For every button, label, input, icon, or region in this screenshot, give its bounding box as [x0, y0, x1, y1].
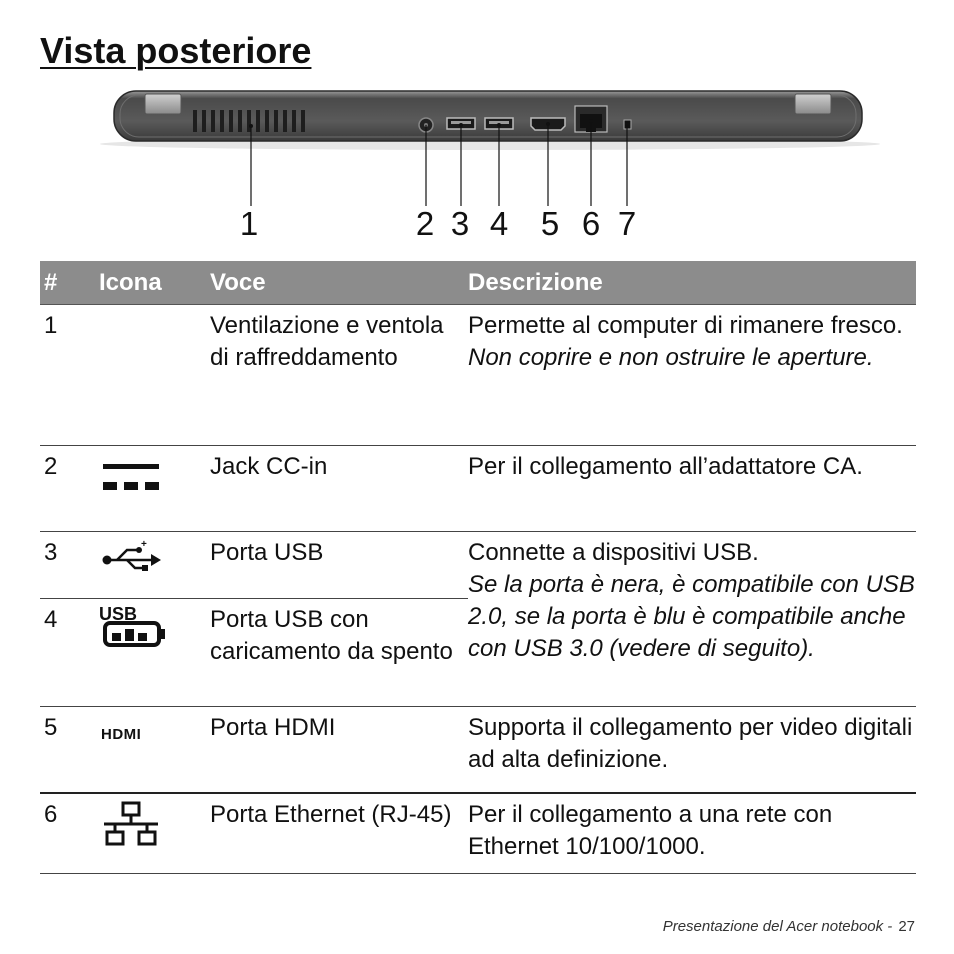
- row-description-text: Connette a dispositivi USB.: [468, 539, 759, 566]
- page-footer: [663, 918, 915, 935]
- callout-number-4: 4: [489, 205, 509, 242]
- row-number: 1: [40, 305, 95, 446]
- table-row: [40, 446, 916, 532]
- row-item: Porta USB: [206, 532, 468, 599]
- table-row: [40, 707, 916, 793]
- callout-number-5: 5: [540, 205, 560, 242]
- header-description: Descrizione: [468, 261, 916, 305]
- row-number: 5: [40, 707, 95, 793]
- header-icon: Icona: [95, 261, 206, 305]
- rear-view-table: [40, 261, 916, 874]
- row-number: 4: [40, 599, 95, 707]
- laptop-rear-view-illustration: [0, 84, 954, 254]
- row-description-note: Non coprire e non ostruire le aperture.: [468, 344, 874, 371]
- row-description: [468, 793, 916, 874]
- table-row: [40, 305, 916, 446]
- row-description-text: Per il collegamento all’adattatore CA.: [468, 453, 863, 480]
- right-hinge: [795, 94, 831, 114]
- row-icon-empty: [95, 305, 206, 446]
- row-item: Porta HDMI: [206, 707, 468, 793]
- hdmi-icon-label: HDMI: [101, 726, 142, 743]
- row-description-note: Se la porta è nera, è compatibile con USB 2.0, se la porta è blu è compatibile anche con USB 3.0 (vedere di seguito).: [468, 571, 915, 662]
- row-item: Jack CC-in: [206, 446, 468, 532]
- header-item: Voce: [206, 261, 468, 305]
- hdmi-icon: [101, 717, 165, 747]
- table-header-row: [40, 261, 916, 305]
- callout-number-3: 3: [450, 205, 470, 242]
- row-item: Ventilazione e ventola di raffreddamento: [206, 305, 468, 446]
- row-description-text: Supporta il collegamento per video digitali ad alta definizione.: [468, 714, 913, 773]
- table-row: [40, 793, 916, 874]
- row-item: Porta USB con caricamento da spento: [206, 599, 468, 707]
- page-number: 27: [898, 918, 915, 935]
- page-title: Vista posteriore: [40, 30, 312, 71]
- callout-number-2: 2: [415, 205, 435, 242]
- row-number: 2: [40, 446, 95, 532]
- row-item: Porta Ethernet (RJ-45): [206, 793, 468, 874]
- row-number: 3: [40, 532, 95, 599]
- header-number: #: [40, 261, 95, 305]
- callout-number-1: 1: [239, 205, 259, 242]
- usb-charging-icon-label: USB: [99, 604, 138, 624]
- row-description-text: Permette al computer di rimanere fresco.: [468, 312, 903, 339]
- svg-text:+: +: [141, 540, 147, 550]
- ethernet-icon: [101, 800, 161, 850]
- row-description: [468, 707, 916, 793]
- dc-in-icon: [101, 460, 161, 500]
- row-description: [468, 532, 916, 707]
- laptop-rear-view-figure: [0, 84, 954, 254]
- left-hinge: [145, 94, 181, 114]
- usb-charging-icon: [99, 603, 169, 649]
- row-description: [468, 305, 916, 446]
- table-row: [40, 532, 916, 599]
- callout-number-7: 7: [617, 205, 637, 242]
- row-number: 6: [40, 793, 95, 874]
- footer-text: Presentazione del Acer notebook -: [662, 918, 893, 935]
- usb-icon: [101, 540, 163, 576]
- row-description-text: Per il collegamento a una rete con Ethernet 10/100/1000.: [468, 800, 833, 860]
- row-description: [468, 446, 916, 532]
- callout-number-6: 6: [581, 205, 601, 242]
- laptop-body: [114, 91, 862, 141]
